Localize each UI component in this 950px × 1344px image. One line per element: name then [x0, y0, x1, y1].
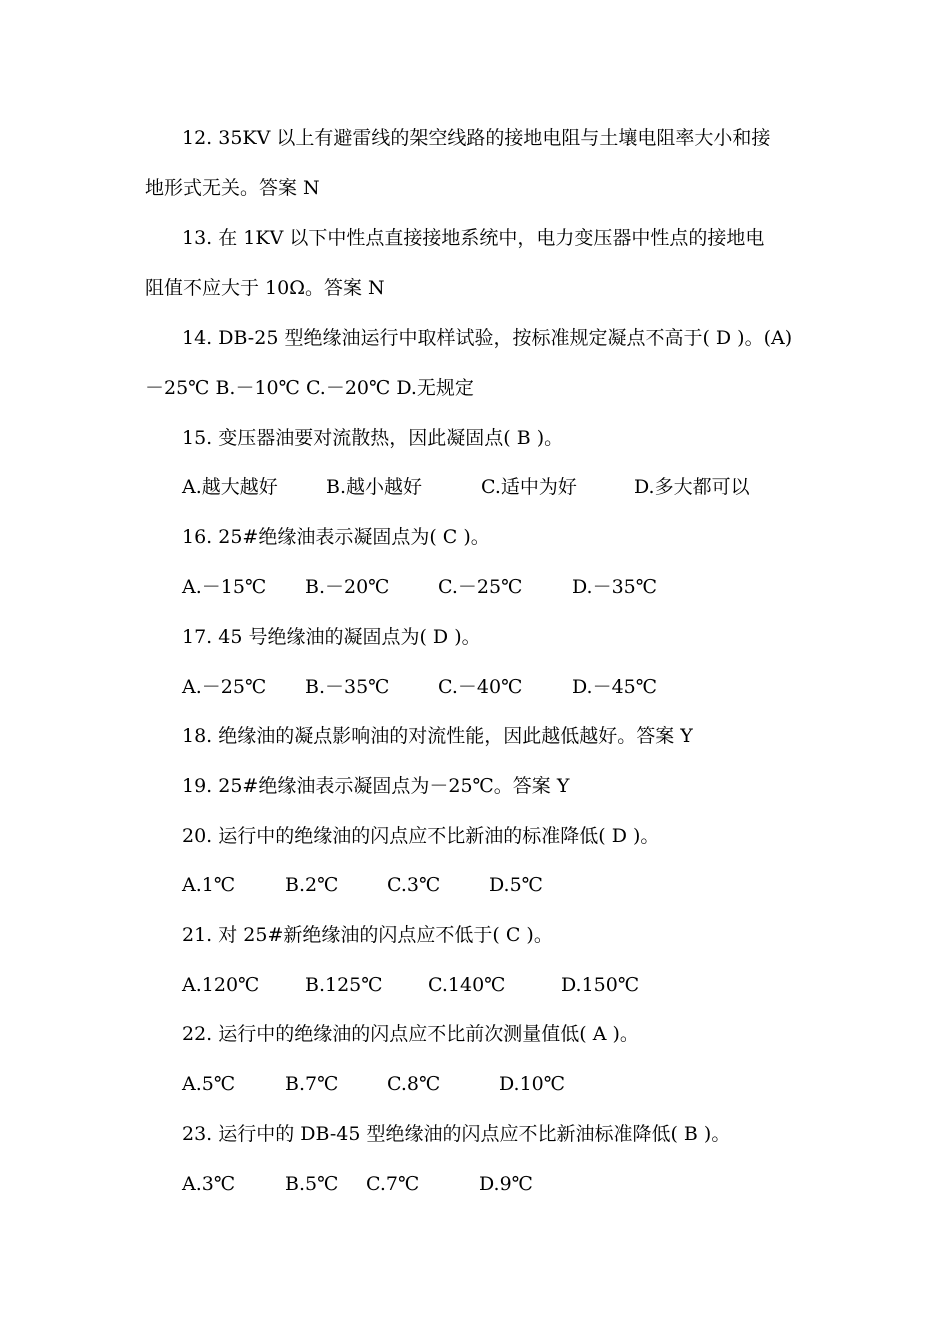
- question-20-option-d: D.5℃: [489, 874, 543, 896]
- question-15-option-d: D.多大都可以: [634, 476, 750, 498]
- question-17-option-d: D.－45℃: [572, 676, 658, 698]
- question-16-option-b: B.－20℃: [305, 576, 390, 598]
- question-20-option-c: C.3℃: [387, 874, 441, 896]
- question-21-option-d: D.150℃: [561, 974, 640, 996]
- question-21-stem: 21. 对 25#新绝缘油的闪点应不低于( C )。: [182, 924, 553, 946]
- question-13-line-1: 13. 在 1KV 以下中性点直接接地系统中，电力变压器中性点的接地电: [182, 227, 765, 249]
- question-23-stem: 23. 运行中的 DB-45 型绝缘油的闪点应不比新油标准降低( B )。: [182, 1123, 731, 1145]
- question-16-option-d: D.－35℃: [572, 576, 658, 598]
- question-16-option-c: C.－25℃: [438, 576, 523, 598]
- question-15-stem: 15. 变压器油要对流散热，因此凝固点( B )。: [182, 427, 564, 449]
- question-23-option-b: B.5℃: [285, 1173, 339, 1195]
- question-14-line-1: 14. DB-25 型绝缘油运行中取样试验，按标准规定凝点不高于( D )。(A): [182, 327, 793, 349]
- question-17-option-c: C.－40℃: [438, 676, 523, 698]
- question-12-line-2: 地形式无关。答案 N: [145, 177, 320, 199]
- question-17-option-b: B.－35℃: [305, 676, 390, 698]
- question-13-line-2: 阻值不应大于 10Ω。答案 N: [145, 277, 385, 299]
- question-17-stem: 17. 45 号绝缘油的凝固点为( D )。: [182, 626, 481, 648]
- question-15-option-c: C.适中为好: [481, 476, 577, 498]
- question-16-option-a: A.－15℃: [182, 576, 267, 598]
- question-19-stem: 19. 25#绝缘油表示凝固点为－25℃。答案 Y: [182, 775, 570, 797]
- question-22-stem: 22. 运行中的绝缘油的闪点应不比前次测量值低( A )。: [182, 1023, 639, 1045]
- question-20-stem: 20. 运行中的绝缘油的闪点应不比新油的标准降低( D )。: [182, 825, 660, 847]
- question-22-option-a: A.5℃: [182, 1073, 236, 1095]
- question-23-option-a: A.3℃: [182, 1173, 236, 1195]
- question-23-option-c: C.7℃: [366, 1173, 420, 1195]
- question-20-option-b: B.2℃: [285, 874, 339, 896]
- question-22-option-c: C.8℃: [387, 1073, 441, 1095]
- question-18-stem: 18. 绝缘油的凝点影响油的对流性能，因此越低越好。答案 Y: [182, 725, 693, 747]
- question-12-line-1: 12. 35KV 以上有避雷线的架空线路的接地电阻与土壤电阻率大小和接: [182, 127, 771, 149]
- question-21-option-c: C.140℃: [428, 974, 506, 996]
- question-14-line-2: －25℃ B.－10℃ C.－20℃ D.无规定: [145, 377, 474, 399]
- question-22-option-b: B.7℃: [285, 1073, 339, 1095]
- question-21-option-b: B.125℃: [305, 974, 383, 996]
- question-17-option-a: A.－25℃: [182, 676, 267, 698]
- question-15-option-b: B.越小越好: [326, 476, 423, 498]
- question-20-option-a: A.1℃: [182, 874, 236, 896]
- question-15-option-a: A.越大越好: [182, 476, 278, 498]
- question-16-stem: 16. 25#绝缘油表示凝固点为( C )。: [182, 526, 490, 548]
- question-22-option-d: D.10℃: [499, 1073, 566, 1095]
- question-23-option-d: D.9℃: [479, 1173, 533, 1195]
- question-21-option-a: A.120℃: [182, 974, 260, 996]
